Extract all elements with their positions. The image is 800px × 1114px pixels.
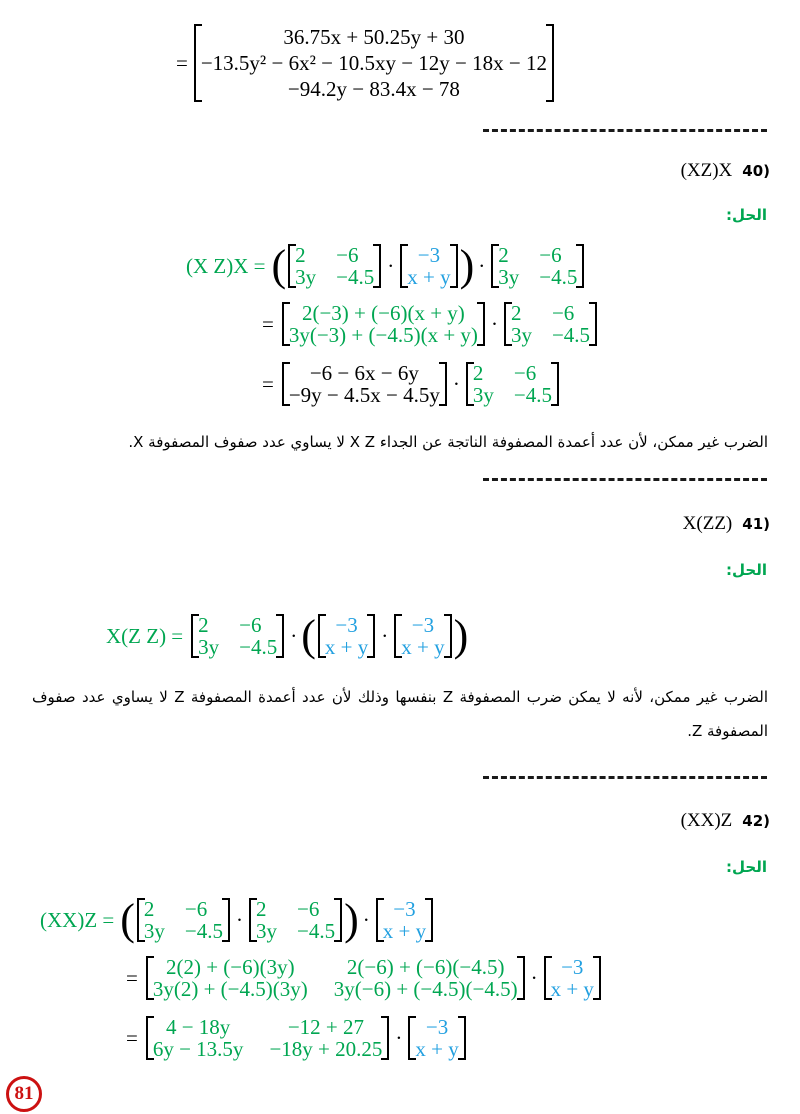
q41-expression: X(ZZ) [682,513,733,534]
equals-sign: = [176,50,188,75]
q42-matrix-x-2: 2 −6 3y −4.5 [249,898,342,942]
q40-equation-line-1: (X Z)X = ( 2 −6 3y −4.5 · −3 x + y ) · 2 −6 3y −4.5 [186,238,586,294]
q40-equation-line-2: = 2(−3) + (−6)(x + y) 3y(−3) + (−4.5)(x + y) · 2 −6 3y −4.5 [262,296,599,352]
q40-step3-matrix: −6 − 6x − 6y −9y − 4.5x − 4.5y [282,362,447,406]
q41-matrix-x: 2 −6 3y −4.5 [191,614,284,658]
top-result-equation [176,24,556,102]
q41-header [683,513,770,535]
result-row-3: −94.2y − 83.4x − 78 [287,77,460,101]
q42-header [681,810,770,832]
q41-number: 41) [742,515,770,533]
separator-3 [483,776,767,779]
q40-number: 40) [742,162,770,180]
q40-step2-matrix-x: 2 −6 3y −4.5 [504,302,597,346]
q41-solution-label: الحل: [726,561,767,579]
q42-solution-label: الحل: [726,858,767,876]
q40-step3-matrix-x: 2 −6 3y −4.5 [466,362,559,406]
q41-equation: X(Z Z) = 2 −6 3y −4.5 · ( −3 x + y · −3 x + y ) [106,611,469,660]
q40-note: الضرب غير ممكن، لأن عدد أعمدة المصفوفة الناتجة عن الجداء X Z لا يساوي عدد صفوف المصفوفة X. [128,433,768,451]
q42-number: 42) [742,812,770,830]
q42-matrix-x-1: 2 −6 3y −4.5 [137,898,230,942]
separator-1 [483,129,767,132]
q42-equation-line-2: = 2(2) + (−6)(3y) 2(−6) + (−6)(−4.5) 3y(2) + (−4.5)(3y) 3y(−6) + (−4.5)(−4.5) · −3 x + y [126,950,603,1006]
q41-note: الضرب غير ممكن، لأنه لا يمكن ضرب المصفوفة Z بنفسها وذلك لأن عدد أعمدة المصفوفة Z لا يساوي عدد صفوف المصفوفة Z. [32,688,768,740]
q41-matrix-z-2: −3 x + y [394,614,451,658]
q42-step2-matrix-z: −3 x + y [544,956,601,1000]
q40-step2-matrix: 2(−3) + (−6)(x + y) 3y(−3) + (−4.5)(x + y) [282,302,485,346]
result-row-2: −13.5y² − 6x² − 10.5xy − 12y − 18x − 12 [200,51,547,75]
q42-equation-line-3: = 4 − 18y −12 + 27 6y − 13.5y −18y + 20.25 · −3 x + y [126,1010,468,1066]
q40-solution-label: الحل: [726,206,767,224]
q42-equation-line-1: (XX)Z = ( 2 −6 3y −4.5 · 2 −6 3y −4.5 ) · −3 x + y [40,892,435,948]
q40-lhs: (X Z)X = [186,253,266,278]
q40-expression: (XZ)X [680,160,733,181]
q42-step3-matrix: 4 − 18y −12 + 27 6y − 13.5y −18y + 20.25 [146,1016,390,1060]
q40-matrix-x-right: 2 −6 3y −4.5 [491,244,584,288]
q40-equation-line-3: = −6 − 6x − 6y −9y − 4.5x − 4.5y · 2 −6 3y −4.5 [262,356,561,412]
q40-header [681,160,770,182]
q42-step2-matrix: 2(2) + (−6)(3y) 2(−6) + (−6)(−4.5) 3y(2) + (−4.5)(3y) 3y(−6) + (−4.5)(−4.5) [146,956,525,1000]
result-matrix [194,24,554,102]
q42-lhs: (XX)Z = [40,907,115,932]
q40-matrix-x: 2 −6 3y −4.5 [288,244,381,288]
q40-matrix-z: −3 x + y [400,244,457,288]
q41-matrix-z-1: −3 x + y [318,614,375,658]
q42-step3-matrix-z: −3 x + y [408,1016,465,1060]
q42-expression: (XX)Z [680,810,733,831]
q41-lhs: X(Z Z) = [106,623,184,648]
separator-2 [483,478,767,481]
result-row-1: 36.75x + 50.25y + 30 [283,25,465,49]
q42-matrix-z: −3 x + y [376,898,433,942]
page-number: 81 [6,1076,42,1112]
